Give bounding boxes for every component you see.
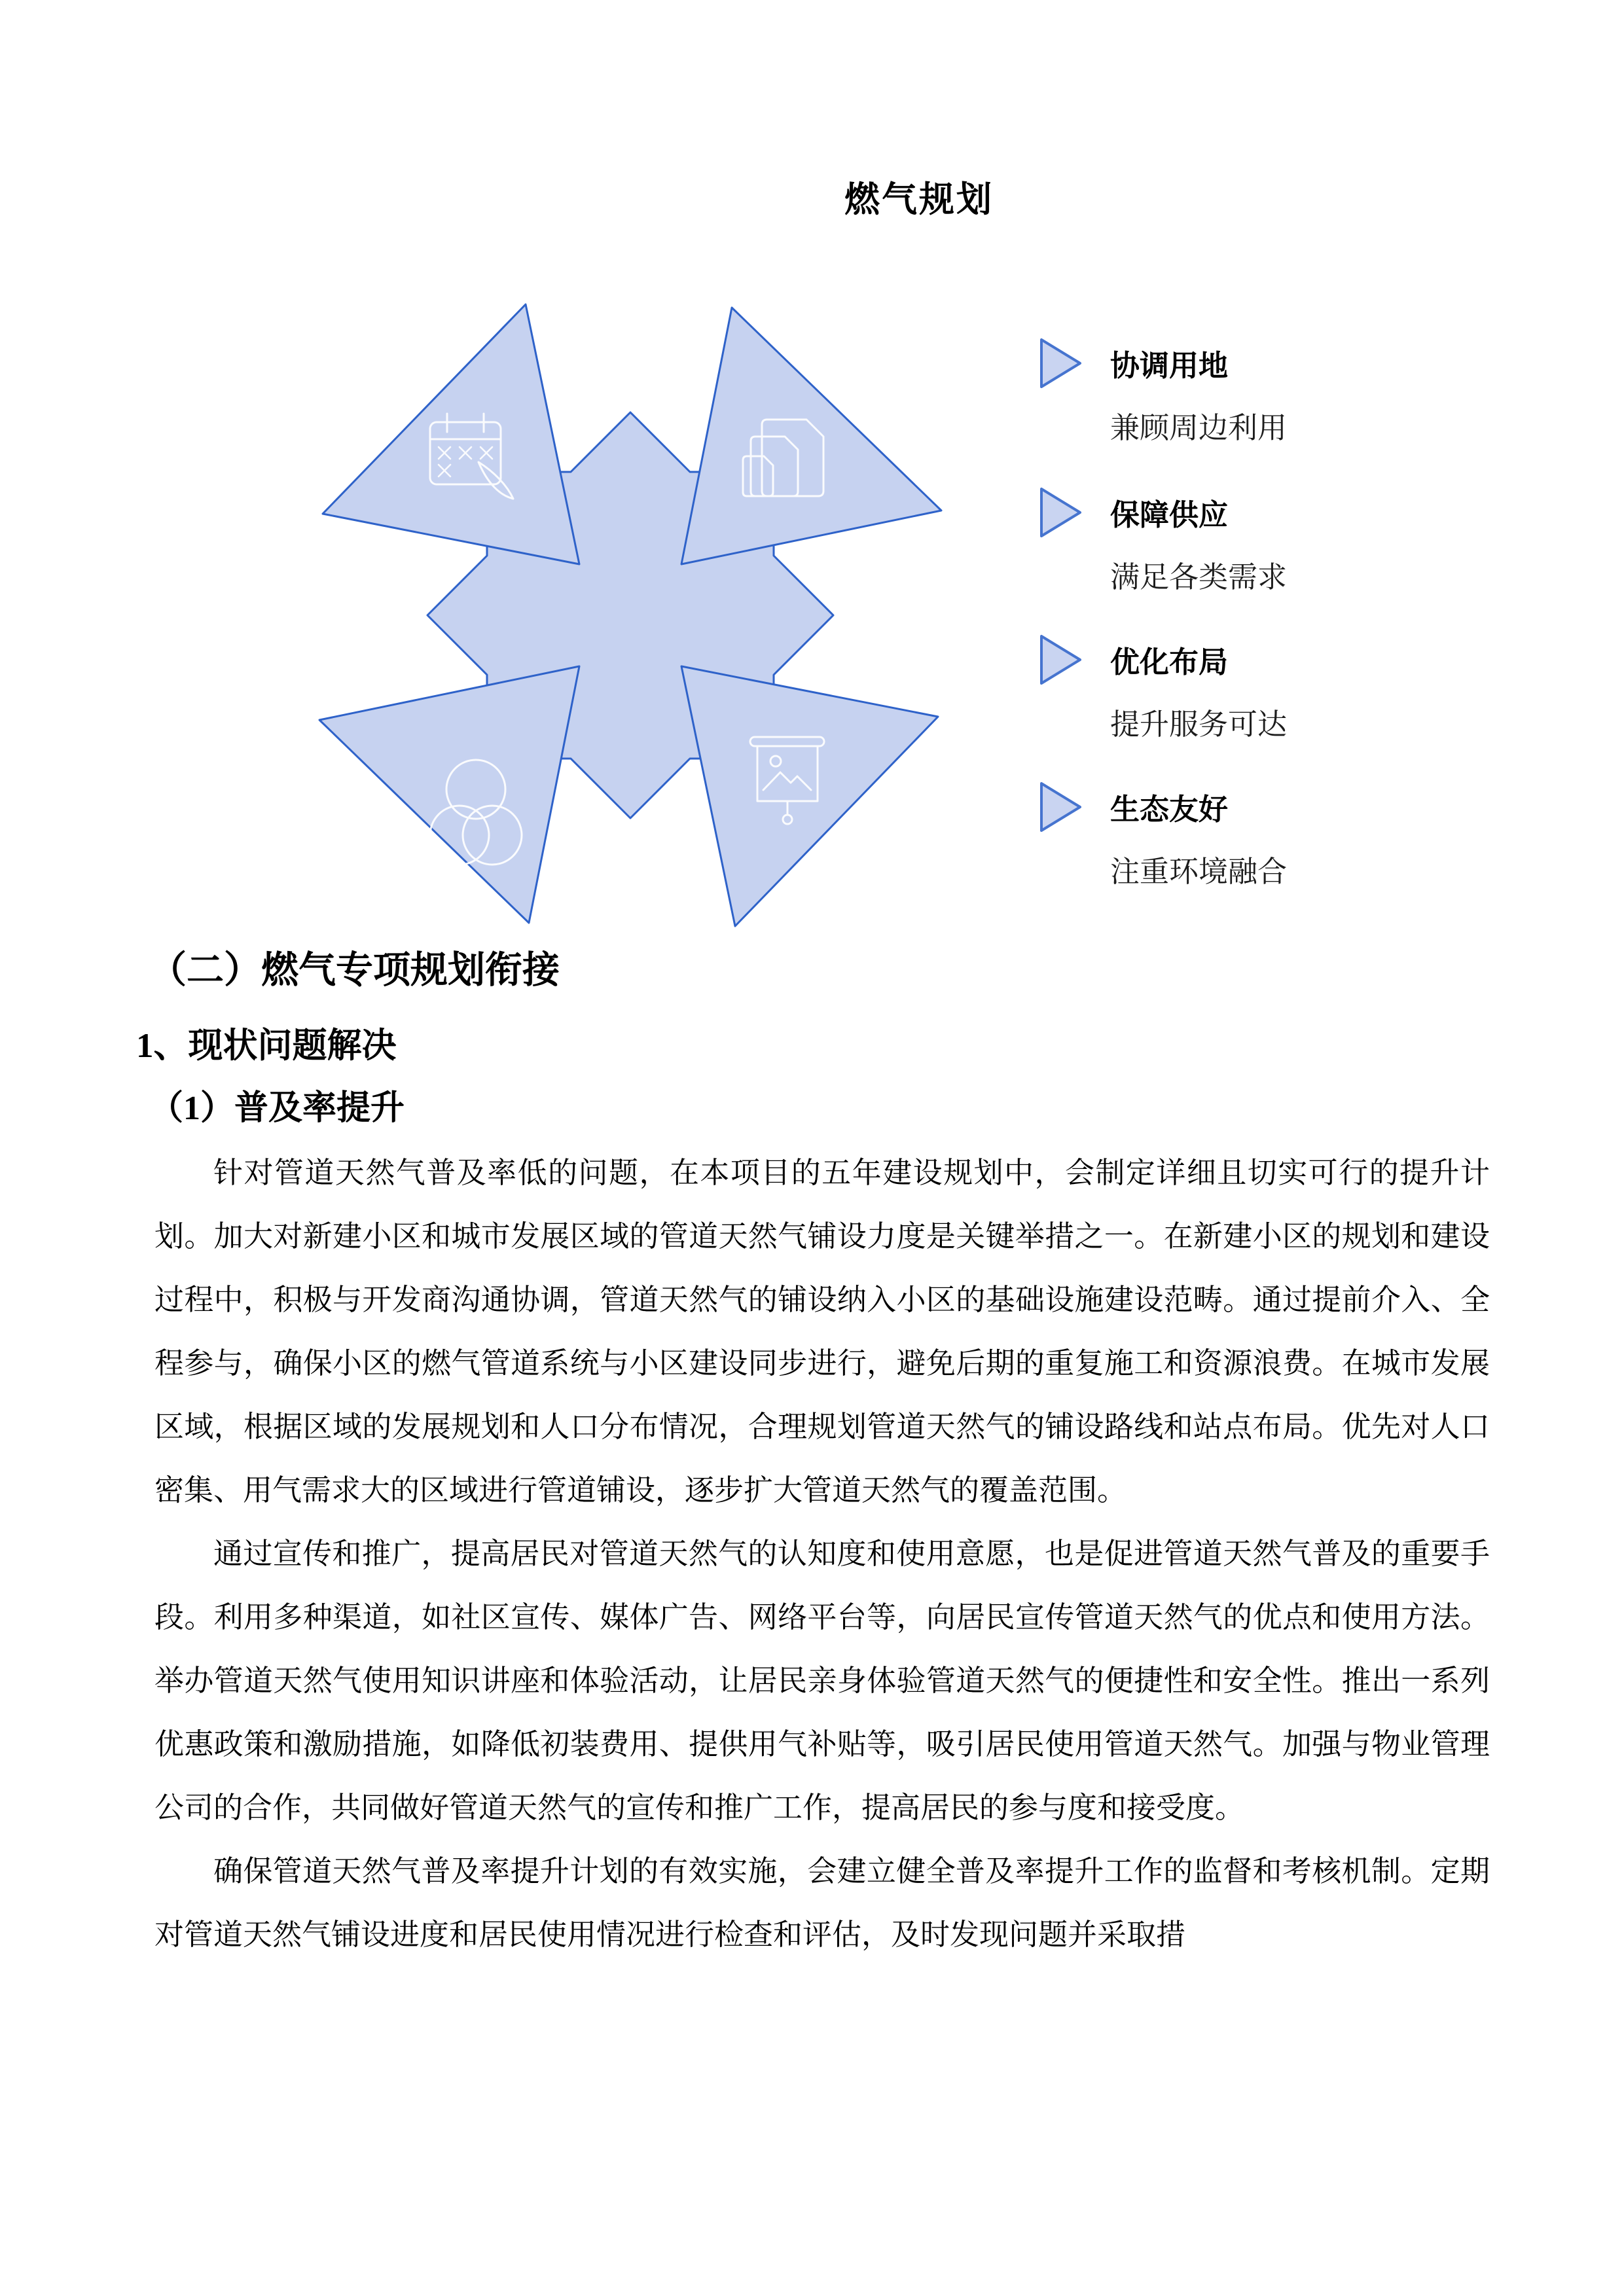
legend-subtitle: 提升服务可达 bbox=[1110, 708, 1288, 741]
legend-title: 保障供应 bbox=[1110, 499, 1229, 531]
legend-item-coordinate-land bbox=[1039, 337, 1406, 485]
paragraph: 确保管道天然气普及率提升计划的有效实施，会建立健全普及率提升工作的监督和考核机制。定期对管道天然气铺设进度和居民使用情况进行检查和评估，及时发现问题并采取措 bbox=[154, 1855, 1490, 1951]
legend-subtitle: 注重环境融合 bbox=[1110, 855, 1288, 888]
legend-subtitle: 兼顾周边利用 bbox=[1110, 412, 1288, 444]
sub-heading: 1、现状问题解决 bbox=[136, 1027, 397, 1065]
legend-triangle-icon bbox=[1039, 634, 1083, 686]
pinwheel-diagram bbox=[281, 275, 975, 956]
legend-title: 生态友好 bbox=[1110, 793, 1229, 826]
legend-title: 协调用地 bbox=[1110, 350, 1229, 382]
body-text-block bbox=[154, 1141, 1490, 1967]
page-title: 燃气规划 bbox=[844, 180, 994, 219]
triangle-top-right bbox=[681, 308, 941, 564]
legend-title: 优化布局 bbox=[1110, 646, 1229, 679]
paragraph: 通过宣传和推广，提高居民对管道天然气的认知度和使用意愿，也是促进管道天然气普及的重要手段。利用多种渠道，如社区宣传、媒体广告、网络平台等，向居民宣传管道天然气的优点和使用方法。举办管道天然气使用知识讲座和体验活动，让居民亲身体验管道天然气的便捷性和安全性。推出一系列优惠政策和激励措施，如降低初装费用、提供用气补贴等，吸引居民使用管道天然气。加强与物业管理公司的合作，共同做好管道天然气的宣传和推广工作，提高居民的参与度和接受度。 bbox=[154, 1537, 1490, 1824]
paragraph: 针对管道天然气普及率低的问题，在本项目的五年建设规划中，会制定详细且切实可行的提升计划。加大对新建小区和城市发展区域的管道天然气铺设力度是关键举措之一。在新建小区的规划和建设过程中，积极与开发商沟通协调，管道天然气的铺设纳入小区的基础设施建设范畴。通过提前介入、全程参与，确保小区的燃气管道系统与小区建设同步进行，避免后期的重复施工和资源浪费。在城市发展区域，根据区域的发展规划和人口分布情况，合理规划管道天然气的铺设路线和站点布局。优先对人口密集、用气需求大的区域进行管道铺设，逐步扩大管道天然气的覆盖范围。 bbox=[154, 1157, 1490, 1507]
legend-item-eco-friendly bbox=[1039, 781, 1406, 929]
triangle-top-left bbox=[323, 304, 579, 564]
legend-triangle-icon bbox=[1039, 781, 1083, 833]
legend-triangle-icon bbox=[1039, 486, 1083, 539]
triangle-bottom-right bbox=[681, 666, 938, 926]
sub-sub-heading: （1）普及率提升 bbox=[149, 1090, 405, 1127]
legend-subtitle: 满足各类需求 bbox=[1110, 561, 1288, 594]
legend-item-supply-guarantee bbox=[1039, 486, 1406, 634]
section-heading: （二）燃气专项规划衔接 bbox=[149, 950, 560, 991]
legend-item-optimize-layout bbox=[1039, 634, 1406, 781]
triangle-bottom-left bbox=[319, 666, 579, 923]
legend-triangle-icon bbox=[1039, 337, 1083, 389]
